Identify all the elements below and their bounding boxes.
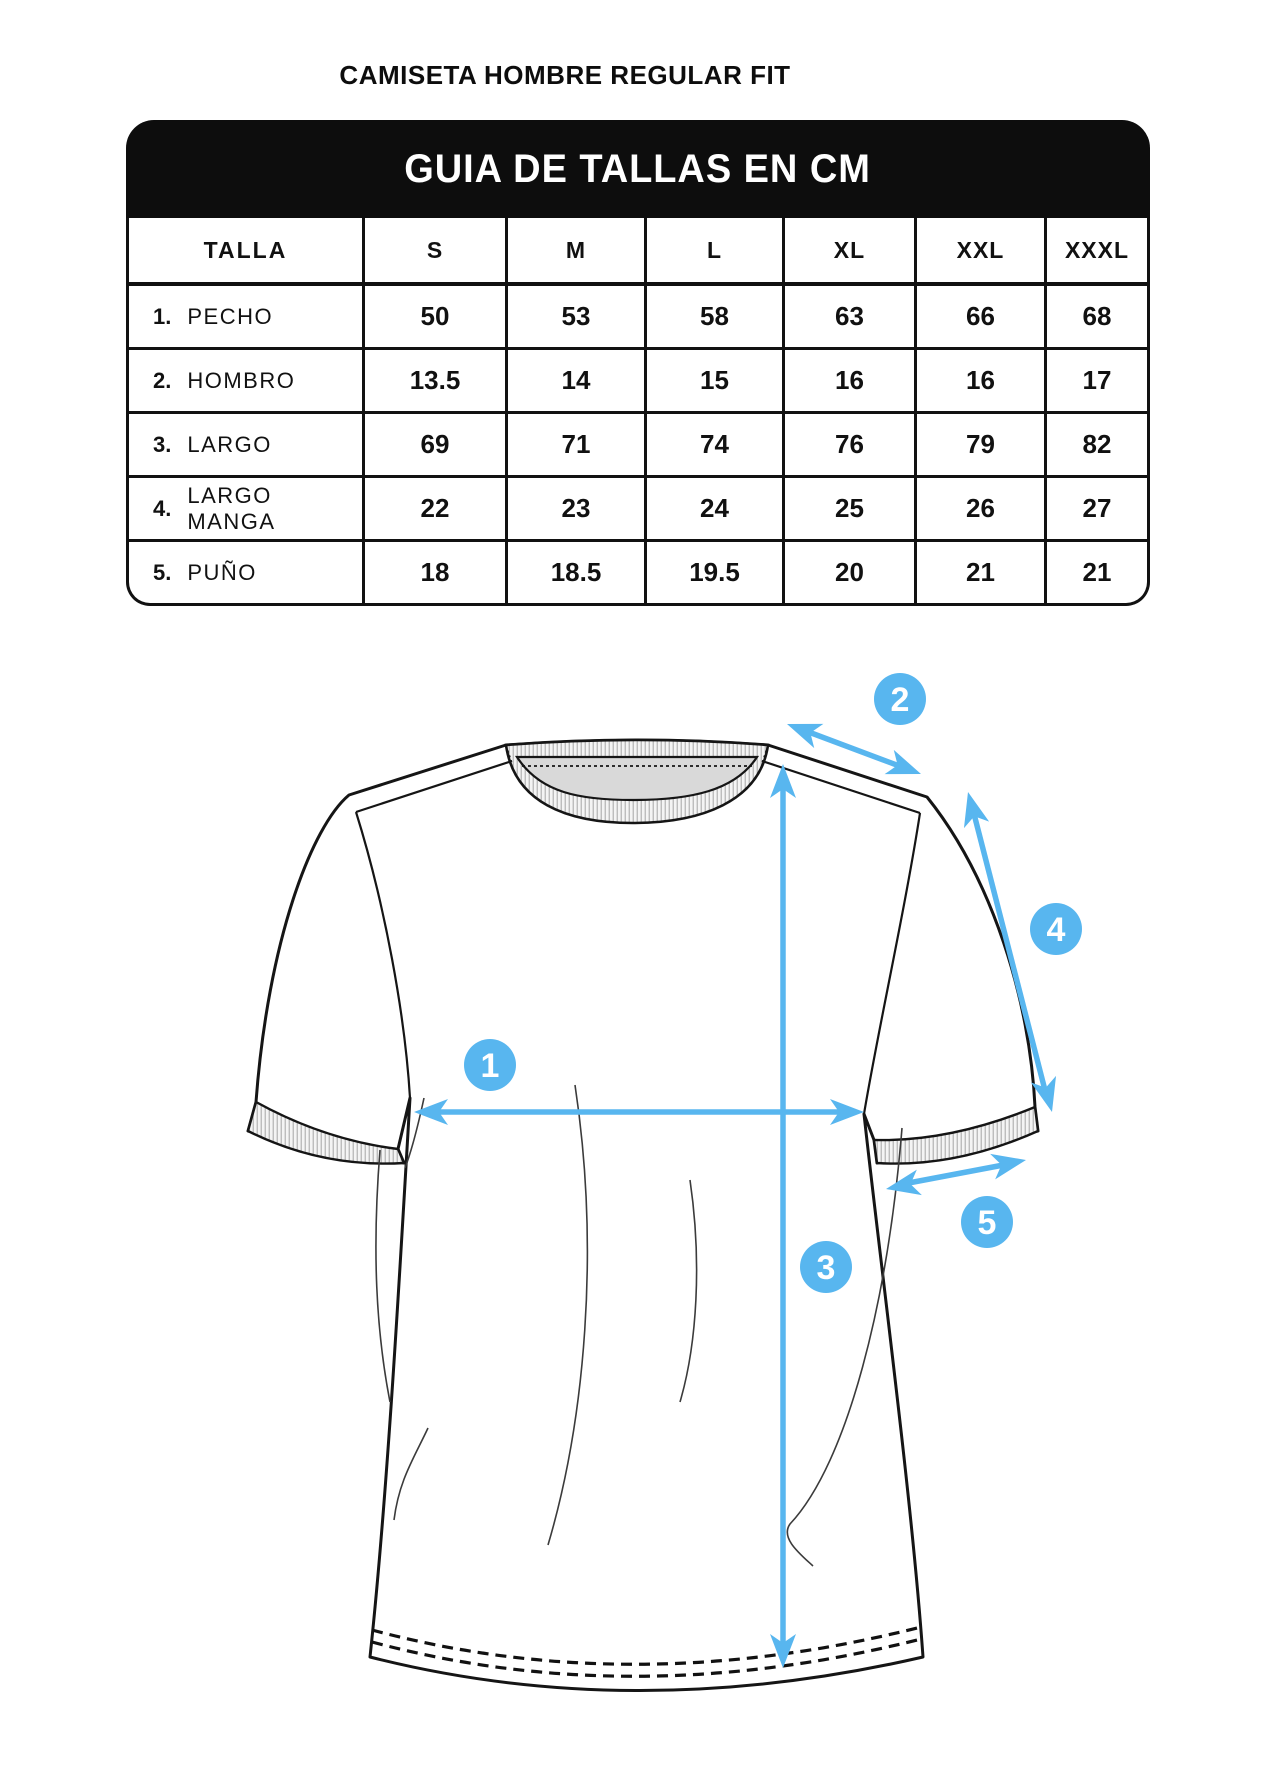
row-number: 3. [153,431,172,457]
arrowhead [990,1147,1028,1179]
column-header-xl: XL [782,218,914,282]
value-cell: 21 [914,542,1044,603]
value-cell: 16 [914,350,1044,411]
row-label: PUÑO [187,559,257,585]
value-cell: 68 [1044,286,1147,347]
column-header-xxxl: XXXL [1044,218,1147,282]
fabric-crease [376,1150,390,1402]
arrowhead [782,712,823,748]
value-cell: 79 [914,414,1044,475]
value-cell: 58 [644,286,782,347]
arrowhead [955,789,989,828]
arrowhead [883,1170,921,1202]
value-cell: 69 [362,414,505,475]
measure-marker-2-label: 2 [890,681,910,719]
value-cell: 76 [782,414,914,475]
value-cell: 22 [362,478,505,539]
value-cell: 63 [782,286,914,347]
measure-marker-1-label: 1 [480,1047,500,1085]
column-header-talla: TALLA [203,236,288,263]
arrowhead [885,750,926,786]
row-label: HOMBRO [187,367,296,393]
value-cell: 20 [782,542,914,603]
value-cell: 18 [362,542,505,603]
column-header-xxl: XXL [914,218,1044,282]
value-cell: 15 [644,350,782,411]
row-label: LARGO [187,431,272,457]
measure-marker-5-label: 5 [977,1204,997,1242]
measure-arrow-5-cuff [898,1163,1014,1185]
row-number: 1. [153,303,172,329]
value-cell: 25 [782,478,914,539]
value-cell: 26 [914,478,1044,539]
row-label: PECHO [187,303,274,329]
value-cell: 71 [505,414,644,475]
page-title: CAMISETA HOMBRE REGULAR FIT [339,60,791,90]
value-cell: 17 [1044,350,1147,411]
measure-marker-4-label: 4 [1046,911,1066,949]
row-number: 4. [153,495,172,521]
value-cell: 18.5 [505,542,644,603]
value-cell: 27 [1044,478,1147,539]
value-cell: 53 [505,286,644,347]
value-cell: 21 [1044,542,1147,603]
row-number: 2. [153,367,172,393]
value-cell: 14 [505,350,644,411]
value-cell: 82 [1044,414,1147,475]
row-number: 5. [153,559,172,585]
value-cell: 19.5 [644,542,782,603]
column-header-l: L [644,218,782,282]
tshirt-outline [248,740,1038,1691]
value-cell: 23 [505,478,644,539]
value-cell: 74 [644,414,782,475]
row-label: LARGO MANGA [187,482,276,534]
measure-marker-3-label: 3 [816,1249,836,1287]
value-cell: 66 [914,286,1044,347]
table-title: GUIA DE TALLAS EN CM [404,146,872,191]
value-cell: 24 [644,478,782,539]
value-cell: 50 [362,286,505,347]
value-cell: 16 [782,350,914,411]
column-header-s: S [362,218,505,282]
column-header-m: M [505,218,644,282]
value-cell: 13.5 [362,350,505,411]
